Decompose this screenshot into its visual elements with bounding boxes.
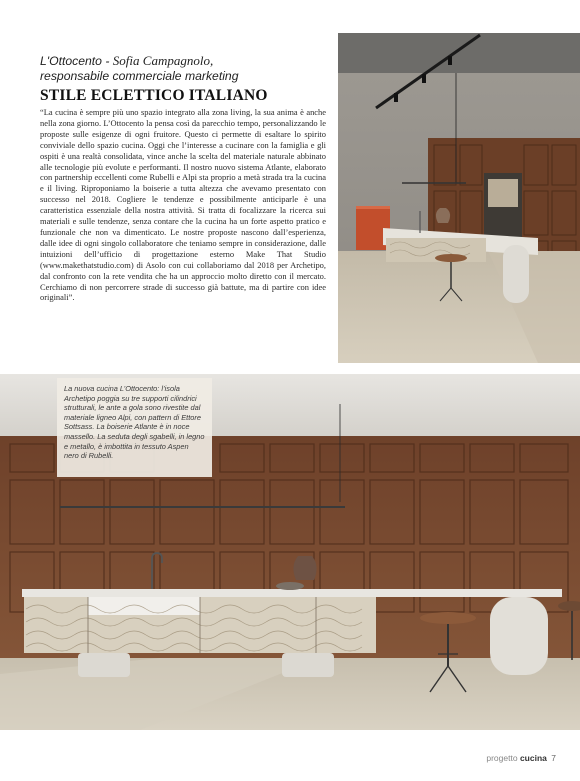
person-name: Sofia Campagnolo,	[112, 53, 214, 68]
photo-caption: La nuova cucina L’Ottocento: l’isola Archetipo poggia su tre supporti cilindrici strutturali, le ante a gola sono rivestite dal materiale ligneo Alpi, con pattern di Ettore Sottsass. La boiserie Atlante è in noce massello. La seduta degli sgabelli, in legno e metallo, è imbottita in tessuto Aspen nero di Rubelli.	[64, 384, 205, 461]
article-body: “La cucina è sempre più uno spazio integrato alla zona living, la sua anima è anche nella zona giorno. L’Ottocento la pensa così da parecchio tempo, personalizzando le proposte sulle esigenze di ogni fruitore. Questo ci permette di esaltare lo spirito conviviale dello spazio cucina. Oggi che l’interesse a cucinare con la famiglia e gli ospiti è una realtà consolidata, vince anche la scelta del materiale naturale abbinato alle tecnologie più evolute e performanti. Il nostro nuovo sistema Atlante, elaborato con partnership eccellenti come Rubelli e Alpi sta proprio a metà strada tra la cucina e il living. Riproponiamo la boiserie a tutta altezza che avevamo presentato con successo nel 2018. Cogliere le tendenze e possibilmente anticiparle è una caratteristica essenziale della nostra attività. Si tratta di focalizzare la ricerca sui materiali e sulle tendenze, senza contare che la cucina ha un forte aspetto pratico e funzionale che non va dimenticato. Le nostre proposte nascono dall’esperienza, dalle idee di ogni singolo collaboratore che teniamo sempre in considerazione, dalle intuizioni dell’ufficio di progettazione esterno Make That Studio (www.makethatstudio.com) di Asolo con cui collaboriamo dal 2018 per Archetipo, dal confronto con la rete vendita che ha un approccio molto diretto con il mercato. Cerchiamo di non percorrere strade di successo già battute, ma di partire con idee originali”.	[40, 107, 326, 303]
page-number: 7	[551, 753, 556, 763]
person-role: responsabile commerciale marketing	[40, 69, 239, 83]
magazine-name-light: progetto	[486, 753, 518, 763]
brand-name: L'Ottocento	[40, 54, 102, 68]
byline-separator: -	[105, 54, 113, 68]
kitchen-photo-top	[338, 33, 580, 363]
magazine-name-bold: cucina	[519, 753, 547, 763]
article-headline: STILE ECLETTICO ITALIANO	[40, 87, 268, 104]
byline	[40, 53, 330, 84]
photo-caption-box	[57, 378, 212, 477]
page-folio	[486, 753, 556, 763]
